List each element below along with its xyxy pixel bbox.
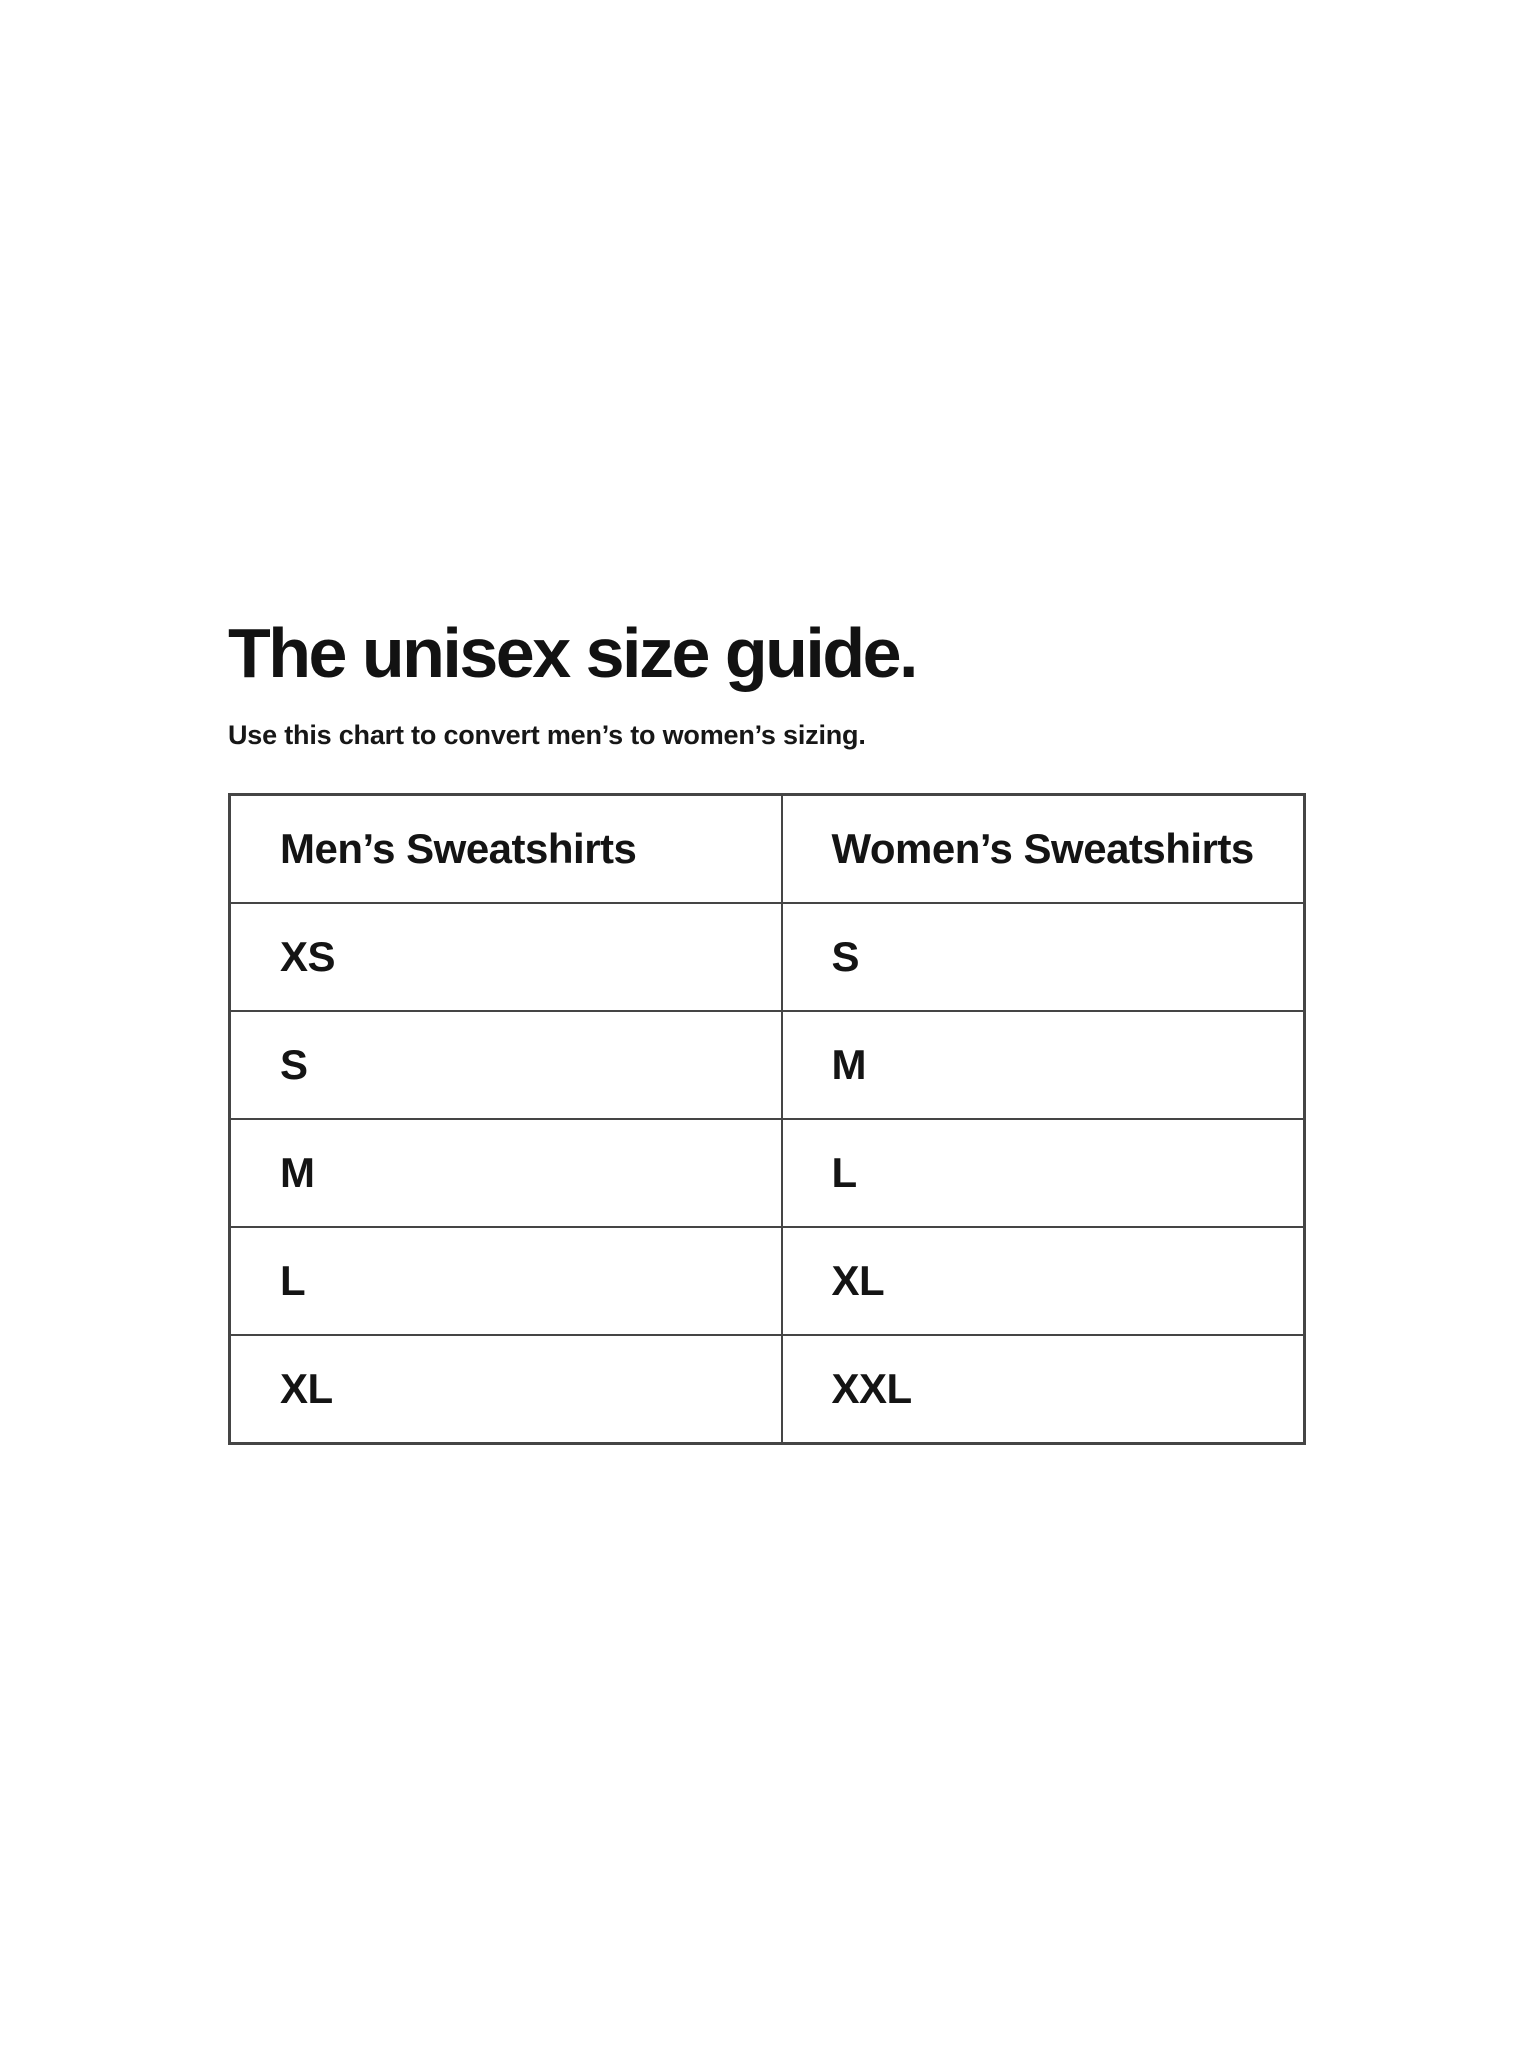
size-conversion-table — [228, 793, 1306, 1445]
table-header-row — [230, 795, 1305, 904]
table-cell-mens-size: XS — [230, 903, 782, 1011]
table-cell-mens-size: XL — [230, 1335, 782, 1444]
size-guide-section — [228, 614, 1308, 1445]
column-header-mens-sweatshirts: Men’s Sweatshirts — [230, 795, 782, 904]
column-header-womens-sweatshirts: Women’s Sweatshirts — [782, 795, 1305, 904]
table-row — [230, 1335, 1305, 1444]
page-title: The unisex size guide. — [228, 614, 916, 692]
table-cell-mens-size: S — [230, 1011, 782, 1119]
table-cell-womens-size: M — [782, 1011, 1305, 1119]
table-cell-womens-size: S — [782, 903, 1305, 1011]
table-row — [230, 1011, 1305, 1119]
table-row — [230, 903, 1305, 1011]
table-cell-mens-size: M — [230, 1119, 782, 1227]
page-subtitle: Use this chart to convert men’s to women’s sizing. — [228, 720, 866, 750]
table-row — [230, 1119, 1305, 1227]
table-cell-mens-size: L — [230, 1227, 782, 1335]
table-row — [230, 1227, 1305, 1335]
table-cell-womens-size: XL — [782, 1227, 1305, 1335]
table-cell-womens-size: L — [782, 1119, 1305, 1227]
table-cell-womens-size: XXL — [782, 1335, 1305, 1444]
